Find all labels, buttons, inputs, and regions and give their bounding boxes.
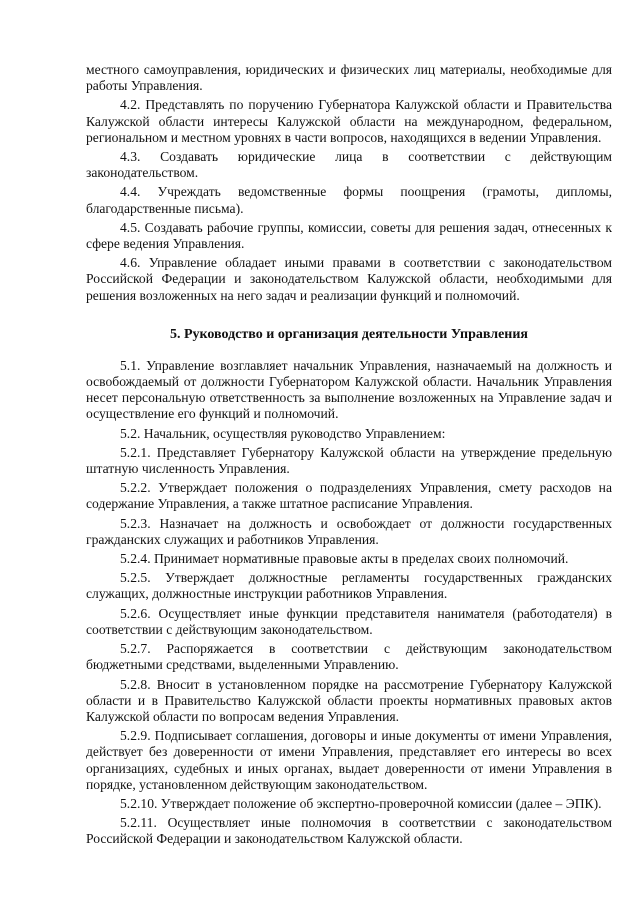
paragraph: 5.2.9. Подписывает соглашения, договоры и иные документы от имени Управления, действует без доверенности от имени Управления, представляет его интересы во всех организациях, судебных и иных органах, выдает доверенности от имени Управления в порядке, установленном действующим законодательством. [86,728,612,792]
paragraph: 4.4. Учреждать ведомственные формы поощрения (грамоты, дипломы, благодарственные письма). [86,184,612,216]
paragraph: 5.2.11. Осуществляет иные полномочия в соответствии с законодательством Российской Федерации и законодательством Калужской области. [86,815,612,847]
paragraph: 4.3. Создавать юридические лица в соответствии с действующим законодательством. [86,149,612,181]
paragraph: 5.2.4. Принимает нормативные правовые акты в пределах своих полномочий. [120,551,569,567]
rights-section [86,62,612,304]
paragraph: 5.2.5. Утверждает должностные регламенты государственных гражданских служащих, должностные инструкции работников Управления. [86,570,612,602]
management-section [86,358,612,848]
paragraph: 5.2.3. Назначает на должность и освобождает от должности государственных гражданских служащих и работников Управления. [86,515,612,547]
paragraph: 5.2.2. Утверждает положения о подразделениях Управления, смету расходов на содержание Управления, а также штатное расписание Управления. [86,480,612,512]
paragraph: 5.2.7. Распоряжается в соответствии с действующим законодательством бюджетными средствами, выделенными Управлению. [86,641,612,673]
paragraph: 5.2. Начальник, осуществляя руководство Управлением: [120,425,446,441]
paragraph: 5.2.10. Утверждает положение об экспертно-проверочной комиссии (далее – ЭПК). [120,795,602,811]
paragraph: местного самоуправления, юридических и физических лиц материалы, необходимые для работы Управления. [86,62,612,94]
paragraph: 5.2.6. Осуществляет иные функции представителя нанимателя (работодателя) в соответствии с действующим законодательством. [86,605,612,637]
paragraph: 4.2. Представлять по поручению Губернатора Калужской области и Правительства Калужской области интересы Калужской области на международном, федеральном, региональном и местном уровнях в части вопросов, находящихся в ведении Управления. [86,97,612,145]
paragraph: 5.1. Управление возглавляет начальник Управления, назначаемый на должность и освобождаемый от должности Губернатором Калужской области. Начальник Управления несет персональную ответственность за выполнение возложенных на Управление задач и осуществление его функций и полномочий. [86,357,612,422]
paragraph: 5.2.1. Представляет Губернатору Калужской области на утверждение предельную штатную численность Управления. [86,444,612,477]
section-heading: 5. Руководство и организация деятельности Управления [169,326,529,342]
paragraph: 4.6. Управление обладает иными правами в соответствии с законодательством Российской Федерации и законодательством Калужской области, необходимыми для решения возложенных на него задач и реализации функций и полномочий. [86,255,612,303]
paragraph: 5.2.8. Вносит в установленном порядке на рассмотрение Губернатору Калужской области и в Правительство Калужской области проекты нормативных правовых актов Калужской области по вопросам ведения Управления. [86,676,612,724]
paragraph: 4.5. Создавать рабочие группы, комиссии, советы для решения задач, отнесенных к сфере ведения Управления. [86,219,612,252]
